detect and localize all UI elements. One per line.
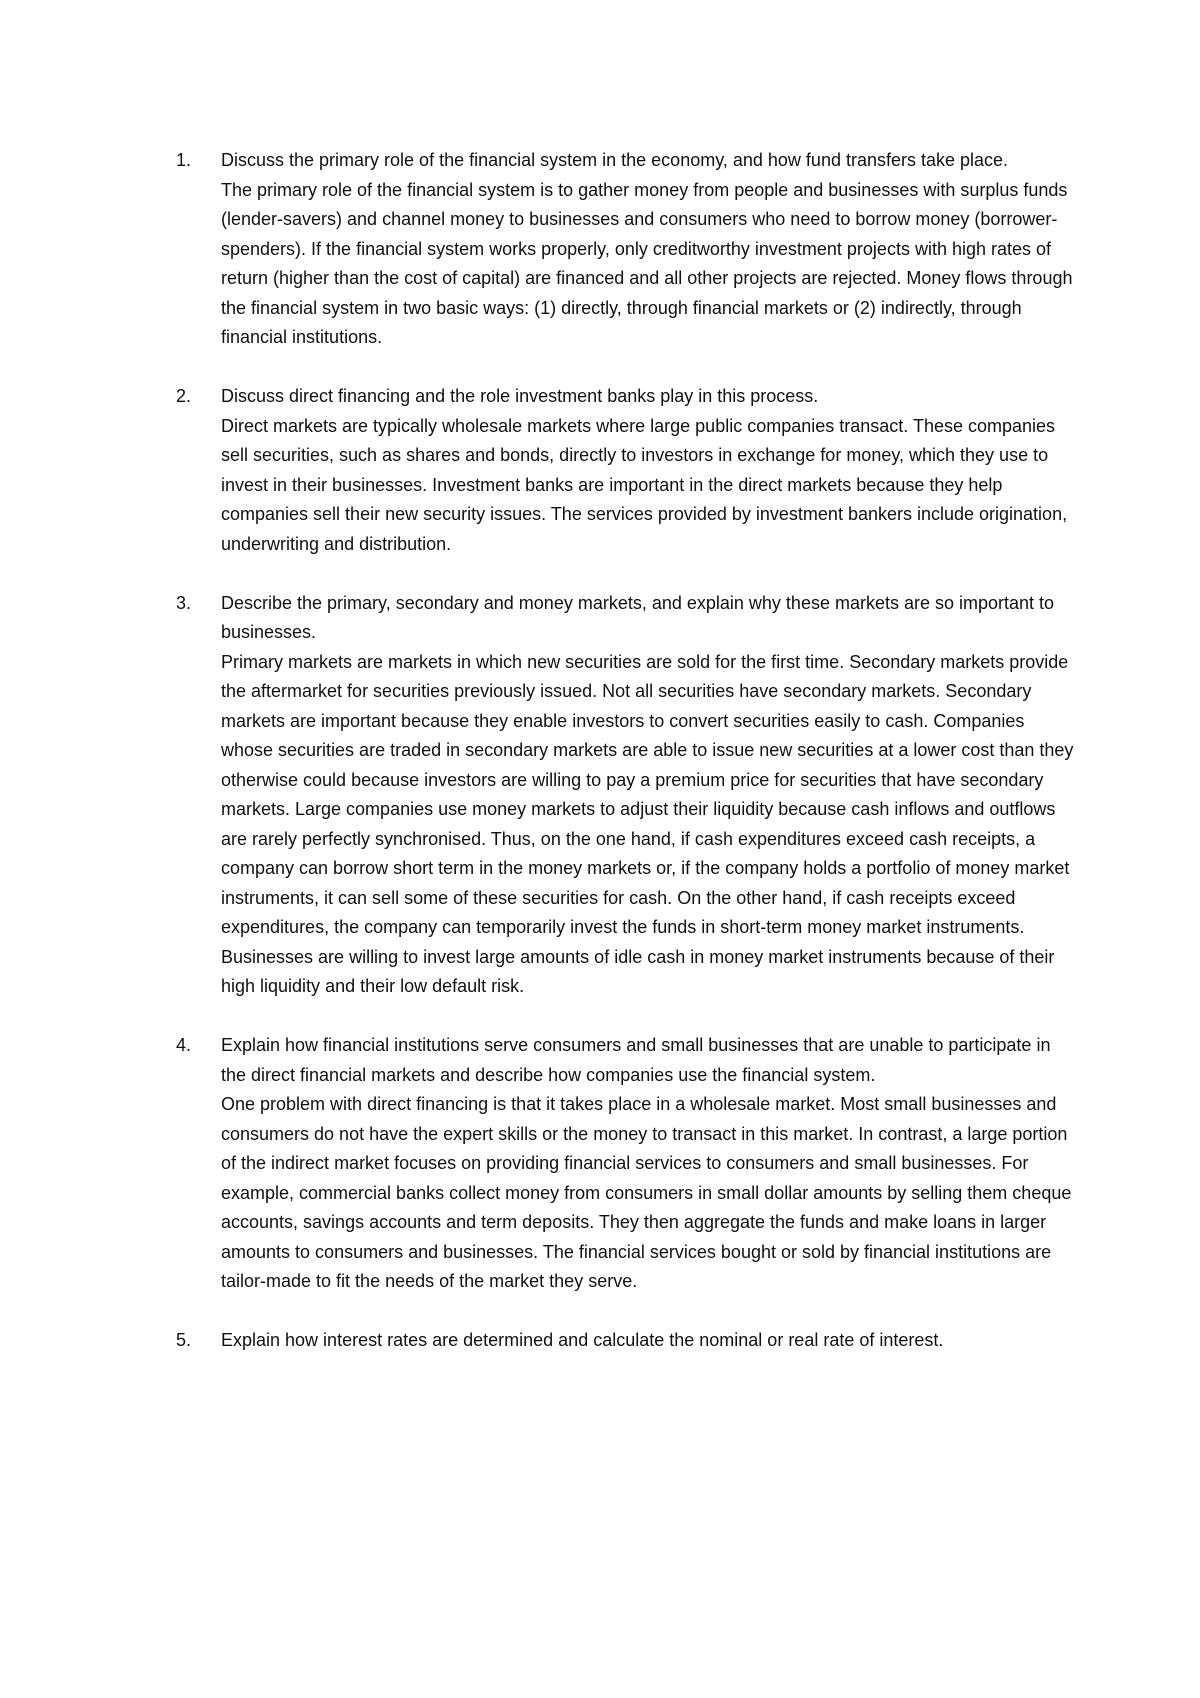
question-text: Explain how interest rates are determined and calculate the nominal or real rate of interest. (221, 1330, 944, 1350)
question-number: 1. (176, 150, 192, 170)
answer-text: Primary markets are markets in which new securities are sold for the first time. Secondary markets provide the aftermarket for securities previously issued. Not all securities have secondary markets. Secondary markets are important because they enable investors to convert securities easily to cash. Companies whose securities are traded in secondary markets are able to issue new securities at a lower cost than they otherwise could because investors are willing to pay a premium price for securities that have secondary markets. Large companies use money markets to adjust their liquidity because cash inflows and outflows are rarely perfectly synchronised. Thus, on the one hand, if cash expenditures exceed cash receipts, a company can borrow short term in the money markets or, if the company holds a portfolio of money market instruments, it can sell some of these securities for cash. On the other hand, if cash receipts exceed expenditures, the company can temporarily invest the funds in short-term money market instruments. Businesses are willing to invest large amounts of idle cash in money market instruments because of their high liquidity and their low default risk. (221, 651, 1074, 996)
question-item (176, 146, 1076, 353)
answer-text: One problem with direct financing is that it takes place in a wholesale market. Most small businesses and consumers do not have the expert skills or the money to transact in this market. In contrast, a large portion of the indirect market focuses on providing financial services to consumers and small businesses. For example, commercial banks collect money from consumers in small dollar amounts by selling them cheque accounts, savings accounts and term deposits. They then aggregate the funds and make loans in larger amounts to consumers and businesses. The financial services bought or sold by financial institutions are tailor-made to fit the needs of the market they serve. (221, 1094, 1072, 1291)
question-text: Explain how financial institutions serve consumers and small businesses that are unable to participate in the direct financial markets and describe how companies use the financial system. (221, 1035, 1051, 1085)
question-text: Describe the primary, secondary and money markets, and explain why these markets are so important to businesses. (221, 592, 1055, 642)
question-text: Discuss the primary role of the financial system in the economy, and how fund transfers take place. (221, 150, 1009, 170)
question-number: 4. (176, 1035, 192, 1055)
answer-text: The primary role of the financial system is to gather money from people and businesses with surplus funds (lender-savers) and channel money to businesses and consumers who need to borrow money (borrower-spenders). If the financial system works properly, only creditworthy investment projects with high rates of return (higher than the cost of capital) are financed and all other projects are rejected. Money flows through the financial system in two basic ways: (1) directly, through financial markets or (2) indirectly, through financial institutions. (221, 179, 1073, 347)
question-number: 5. (176, 1330, 192, 1350)
question-item (176, 382, 1076, 559)
question-item (176, 1326, 1076, 1356)
question-number: 3. (176, 592, 192, 613)
question-item (176, 1031, 1076, 1297)
question-number: 2. (176, 386, 192, 406)
question-list (176, 146, 1076, 1385)
answer-text: Direct markets are typically wholesale markets where large public companies transact. These companies sell securities, such as shares and bonds, directly to investors in exchange for money, which they use to invest in their businesses. Investment banks are important in the direct markets because they help companies sell their new security issues. The services provided by investment bankers include origination, underwriting and distribution. (221, 415, 1068, 554)
question-text: Discuss direct financing and the role investment banks play in this process. (221, 386, 819, 406)
question-item (176, 589, 1076, 1002)
